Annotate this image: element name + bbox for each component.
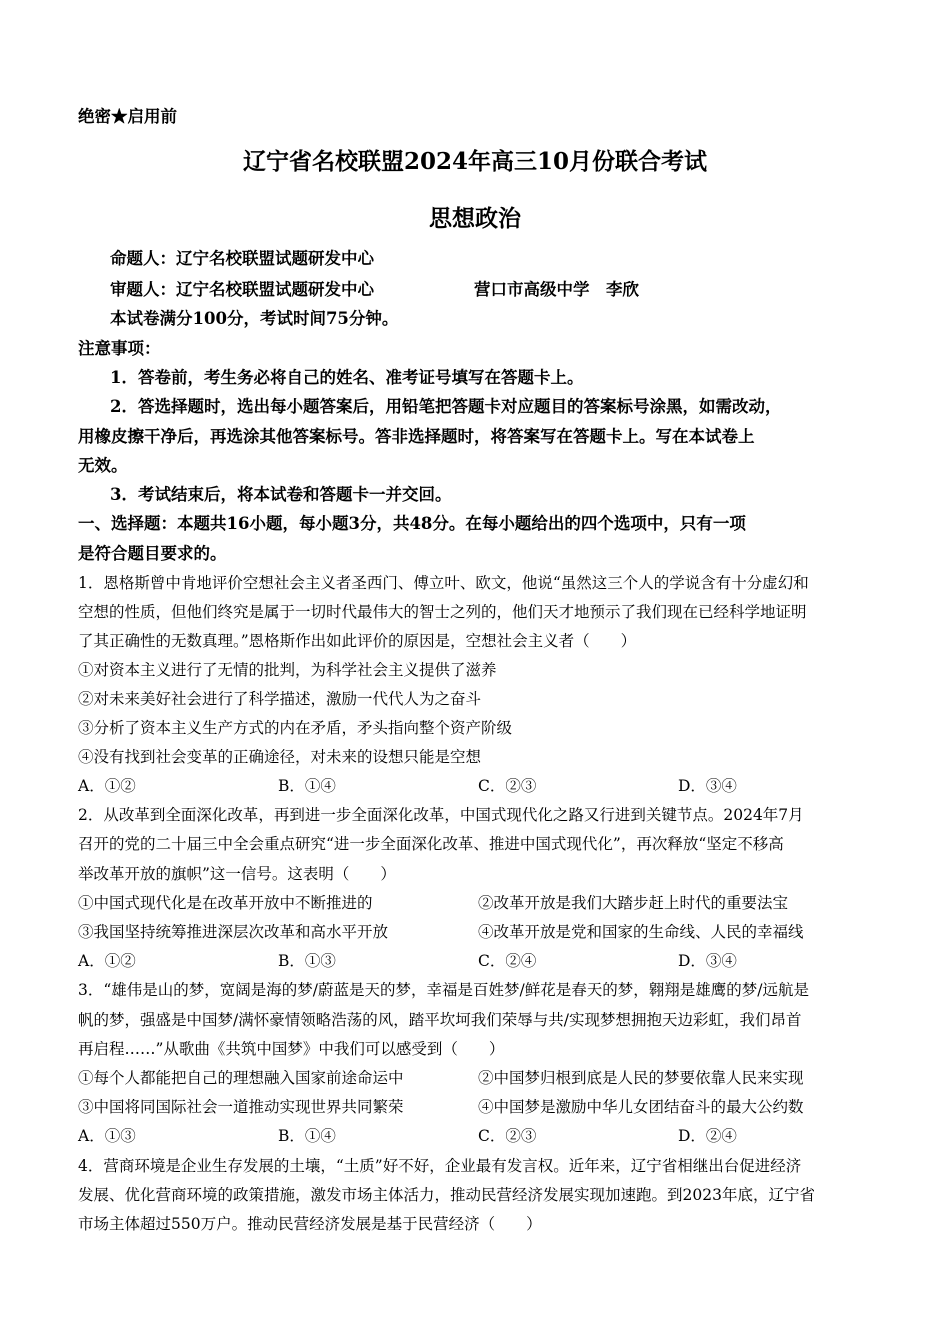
note-2-line-1: 2．答选择题时，选出每小题答案后，用铅笔把答题卡对应题目的答案标号涂黑，如需改动， (110, 397, 782, 416)
q2-option-b: B．①③ (278, 952, 336, 970)
q3-stem-line-3: 再启程……”从歌曲《共筑中国梦》中我们可以感受到（ ） (78, 1040, 505, 1058)
note-1: 1．答卷前，考生务必将自己的姓名、准考证号填写在答题卡上。 (110, 368, 584, 387)
q3-statement-1: ①每个人都能把自己的理想融入国家前途命运中 (78, 1069, 404, 1087)
q3-stem-line-2: 帆的梦，强盛是中国梦/满怀豪情领略浩荡的风，踏平坎坷我们荣辱与共/实现梦想拥抱天边彩虹，我们昂首 (78, 1011, 802, 1029)
note-3: 3．考试结束后，将本试卷和答题卡一并交回。 (110, 485, 452, 504)
q3-statement-3: ③中国将同国际社会一道推动实现世界共同繁荣 (78, 1098, 404, 1116)
exam-info: 本试卷满分100分，考试时间75分钟。 (110, 309, 399, 328)
q3-option-d: D．②④ (678, 1127, 737, 1145)
q3-statement-2: ②中国梦归根到底是人民的梦要依靠人民来实现 (478, 1069, 804, 1087)
notes-heading: 注意事项： (78, 339, 161, 358)
q3-statement-4: ④中国梦是激励中华儿女团结奋斗的最大公约数 (478, 1098, 804, 1116)
q1-statement-2: ②对未来美好社会进行了科学描述，激励一代代人为之奋斗 (78, 690, 482, 708)
q1-option-a: A．①② (78, 777, 136, 795)
q1-statement-4: ④没有找到社会变革的正确途径，对未来的设想只能是空想 (78, 748, 482, 766)
q2-stem-line-3: 举改革开放的旗帜”这一信号。这表明（ ） (78, 865, 396, 883)
q3-option-b: B．①④ (278, 1127, 336, 1145)
q3-stem-line-1: 3．“雄伟是山的梦，宽阔是海的梦/蔚蓝是天的梦，幸福是百姓梦/鲜花是春天的梦，翱翔是雄鹰的梦/远航是 (78, 981, 809, 999)
q1-stem-line-1: 1．恩格斯曾中肯地评价空想社会主义者圣西门、傅立叶、欧文，他说“虽然这三个人的学说含有十分虚幻和 (78, 574, 809, 592)
q2-statement-2: ②改革开放是我们大踏步赶上时代的重要法宝 (478, 894, 789, 912)
q1-statement-1: ①对资本主义进行了无情的批判，为科学社会主义提供了滋养 (78, 661, 497, 679)
subject-title: 思想政治 (429, 205, 521, 232)
section-heading-line-1: 一、选择题：本题共16小题，每小题3分，共48分。在每小题给出的四个选项中，只有一项 (78, 514, 746, 533)
q4-stem-line-1: 4．营商环境是企业生存发展的土壤，“土质”好不好，企业最有发言权。近年来，辽宁省相继出台促进经济 (78, 1157, 802, 1175)
q1-statement-3: ③分析了资本主义生产方式的内在矛盾，矛头指向整个资产阶级 (78, 719, 513, 737)
q1-option-c: C．②③ (478, 777, 537, 795)
reviewer-extra: 营口市高级中学 李欣 (474, 280, 639, 299)
exam-title: 辽宁省名校联盟2024年高三10月份联合考试 (242, 148, 708, 175)
note-2-line-2: 用橡皮擦干净后，再选涂其他答案标号。答非选择题时，将答案写在答题卡上。写在本试卷上 (78, 427, 755, 446)
q2-statement-4: ④改革开放是党和国家的生命线、人民的幸福线 (478, 923, 804, 941)
q1-option-b: B．①④ (278, 777, 336, 795)
section-heading-line-2: 是符合题目要求的。 (78, 544, 227, 563)
q2-statement-1: ①中国式现代化是在改革开放中不断推进的 (78, 894, 373, 912)
q4-stem-line-3: 市场主体超过550万户。推动民营经济发展是基于民营经济（ ） (78, 1215, 542, 1233)
q2-option-c: C．②④ (478, 952, 537, 970)
secret-label: 绝密★启用前 (78, 107, 177, 126)
q2-stem-line-2: 召开的党的二十届三中全会重点研究“进一步全面深化改革、推进中国式现代化”，再次释放“坚定不移高 (78, 835, 784, 853)
q2-option-d: D．③④ (678, 952, 737, 970)
q2-statement-3: ③我国坚持统筹推进深层次改革和高水平开放 (78, 923, 389, 941)
note-2-line-3: 无效。 (78, 456, 128, 475)
author-line: 命题人：辽宁名校联盟试题研发中心 (110, 249, 374, 268)
q3-option-c: C．②③ (478, 1127, 537, 1145)
q1-option-d: D．③④ (678, 777, 737, 795)
q1-stem-line-2: 空想的性质，但他们终究是属于一切时代最伟大的智士之列的，他们天才地预示了我们现在已经科学地证明 (78, 603, 807, 621)
q2-stem-line-1: 2．从改革到全面深化改革，再到进一步全面深化改革，中国式现代化之路又行进到关键节点。2024年7月 (78, 806, 804, 824)
q3-option-a: A．①③ (78, 1127, 136, 1145)
q4-stem-line-2: 发展、优化营商环境的政策措施，激发市场主体活力，推动民营经济发展实现加速跑。到2023年底，辽宁省 (78, 1186, 815, 1204)
reviewer-line: 审题人：辽宁名校联盟试题研发中心 (110, 280, 374, 299)
q1-stem-line-3: 了其正确性的无数真理。”恩格斯作出如此评价的原因是，空想社会主义者（ ） (78, 632, 637, 650)
q2-option-a: A．①② (78, 952, 136, 970)
